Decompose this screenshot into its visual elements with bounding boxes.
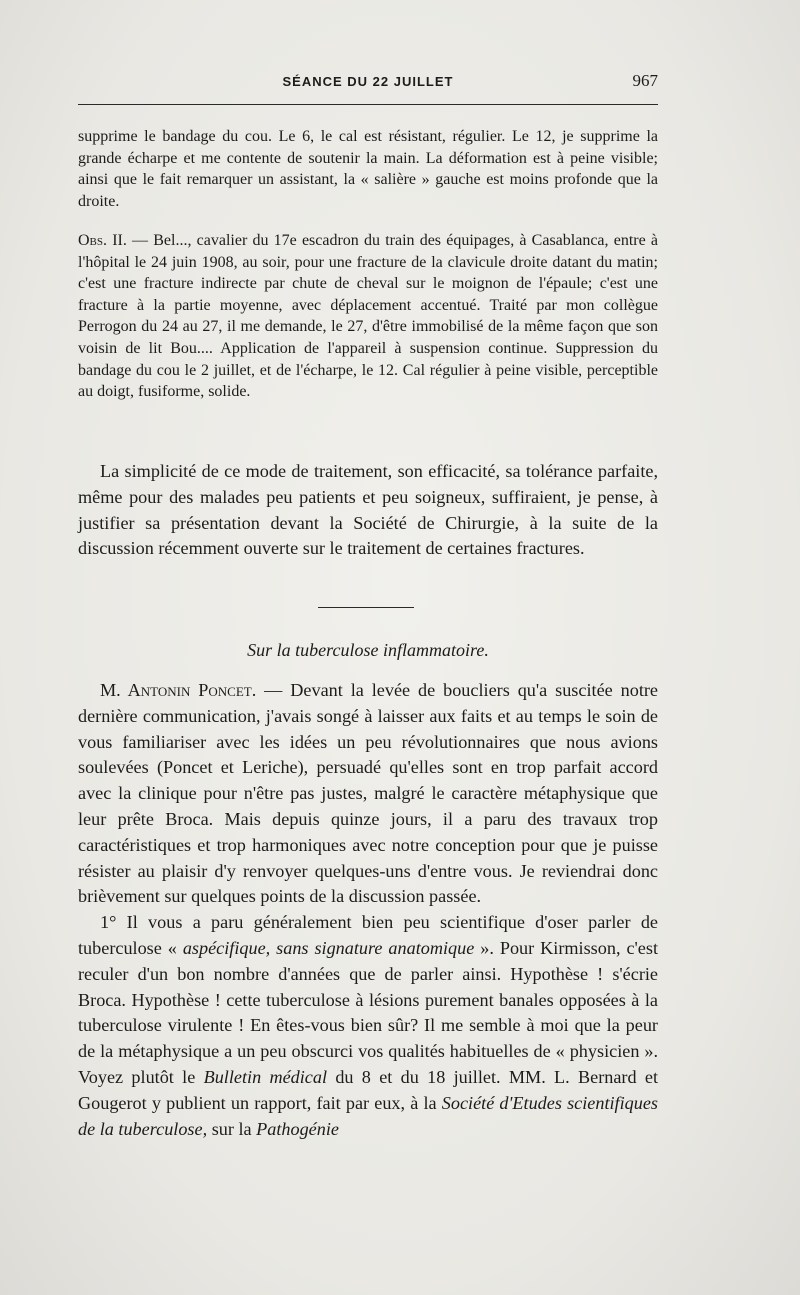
society-name: Société d'Etudes scientifiques de la tuberculose, [78, 1092, 658, 1139]
point-1-italic-a: aspécifique, sans signature anatomique [182, 937, 475, 958]
bulletin-title: Bulletin médical [203, 1066, 328, 1087]
case-continuation-text: supprime le bandage du cou. Le 6, le cal est résistant, régulier. Le 12, je supprime la grande écharpe et me contente de soutenir la main. La déformation est à peine visible; ainsi que le fait remarquer un assistant, la « salière » gauche est moins profonde que la droite. [78, 128, 658, 210]
running-title: SÉANCE DU 22 JUILLET [282, 74, 454, 89]
point-1-text-a: 1° Il vous a paru généralement bien peu scientifique d'oser parler de tuberculose « [78, 912, 658, 958]
point-1-text-d: sur la [207, 1118, 257, 1139]
section-title: Sur la tuberculose inflammatoire. [247, 640, 489, 660]
speaker-text: — Devant la levée de boucliers qu'a suscitée notre dernière communication, j'avais songé à laisser aux faits et au temps le soin de vous familiariser avec les idées un peu révolutionnaires que nous avions soulevées (Poncet et Leriche), persuadé qu'elles sont en trop parfait accord avec la clinique pour n'être pas justes, malgré le caractère métaphysique que leur prête Broca. Mais depuis quinze jours, il a paru des travaux trop caractéristiques et trop harmoniques avec notre conception pour que je puisse résister au plaisir d'y renvoyer quelques-uns d'entre vous. Je reviendrai donc brièvement sur quelques points de la discussion passée. [78, 680, 658, 907]
observation-2 [78, 230, 658, 403]
conclusion-paragraph [78, 459, 658, 562]
conclusion-text: La simplicité de ce mode de traitement, son efficacité, sa tolérance parfaite, même pour des malades peu patients et peu soigneux, suffiraient, je pense, à justifier sa présentation devant la Société de Chirurgie, à la suite de la discussion récemment ouverte sur le traitement de certaines fractures. [78, 461, 658, 559]
case-continuation [78, 126, 658, 212]
header-rule [78, 104, 658, 105]
main-text [78, 678, 658, 1142]
running-header [78, 68, 658, 96]
page-number: 967 [632, 71, 658, 90]
point-1-text-b: ». Pour Kirmisson, c'est reculer d'un bon nombre d'années que de parler ainsi. Hypothèse ! s'écrie Broca. Hypothèse ! cette tuberculose à lésions purement banales opposées à la tuberculose virulente ! En êtes-vous bien sûr? Il me semble à moi que la peur de la métaphysique a un peu obscurci vos qualités habituelles de « physicien ». Voyez plutôt le [78, 937, 658, 1087]
point-1-paragraph [78, 910, 658, 1142]
observation-2-paragraph [78, 230, 658, 403]
pathogenie-word: Pathogénie [256, 1118, 339, 1139]
point-1-text-c: du 8 et du 18 juillet. MM. L. Bernard et Gougerot y publient un rapport, fait par eux, à la [78, 1066, 658, 1113]
observation-2-text: — Bel..., cavalier du 17e escadron du train des équipages, à Casablanca, entre à l'hôpital le 24 juin 1908, au soir, pour une fracture de la clavicule droite datant du matin; c'est une fracture indirecte par chute de cheval sur le moignon de l'épaule; c'est une fracture à la partie moyenne, avec déplacement accentué. Traité par mon collègue Perrogon du 24 au 27, il me demande, le 27, d'être immobilisé de la même façon que son voisin de lit Bou.... Application de l'appareil à suspension continue. Suppression du bandage du cou le 2 juillet, et de l'écharpe, le 12. Cal régulier à peine visible, perceptible au doigt, fusiforme, solide. [78, 232, 658, 401]
speaker-paragraph [78, 678, 658, 910]
observation-label: Obs. II. [78, 232, 127, 249]
section-separator [318, 607, 414, 608]
speaker-name: M. Antonin Poncet. [100, 680, 257, 700]
